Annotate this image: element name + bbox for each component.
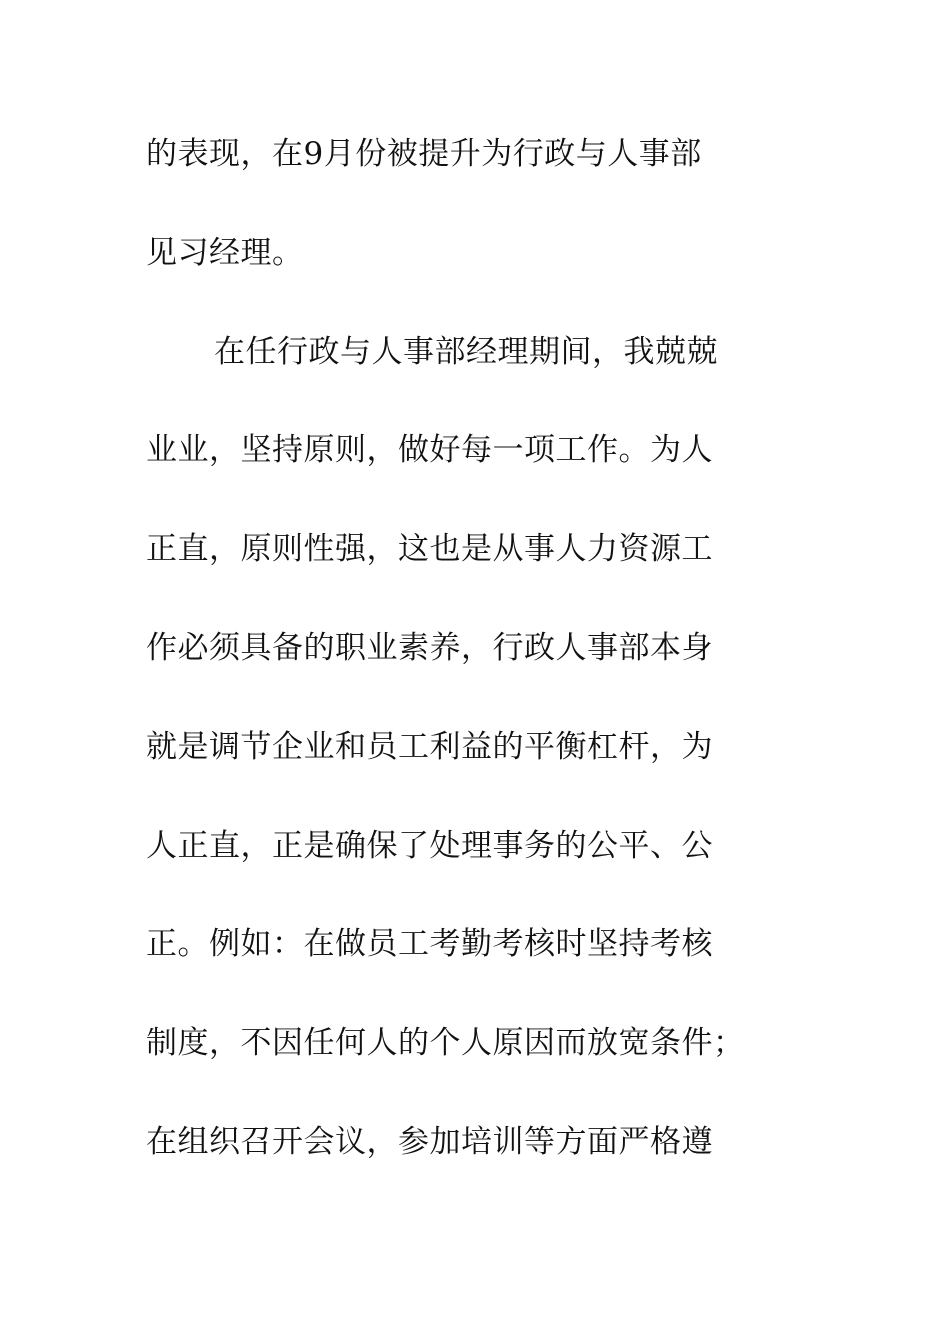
text-line: 就是调节企业和员工利益的平衡杠杆，为: [146, 728, 713, 765]
text-line: 在组织召开会议，参加培训等方面严格遵: [146, 1123, 713, 1160]
body-text: [146, 124, 806, 1211]
text-line: 制度，不因任何人的个人原因而放宽条件；: [146, 1025, 745, 1062]
text-line: 人正直，正是确保了处理事务的公平、公: [146, 827, 713, 864]
text-line: 业业，坚持原则，做好每一项工作。为人: [146, 432, 713, 469]
text-line: 作必须具备的职业素养，行政人事部本身: [146, 629, 713, 666]
text-line: 见习经理。: [146, 234, 304, 271]
paragraph-first-line: 在任行政与人事部经理期间，我兢兢: [214, 333, 718, 370]
text-line: 的表现，在9月份被提升为行政与人事部: [146, 136, 702, 172]
text-line: 正直，原则性强，这也是从事人力资源工: [146, 531, 713, 568]
text-line: 正。例如：在做员工考勤考核时坚持考核: [146, 926, 713, 963]
